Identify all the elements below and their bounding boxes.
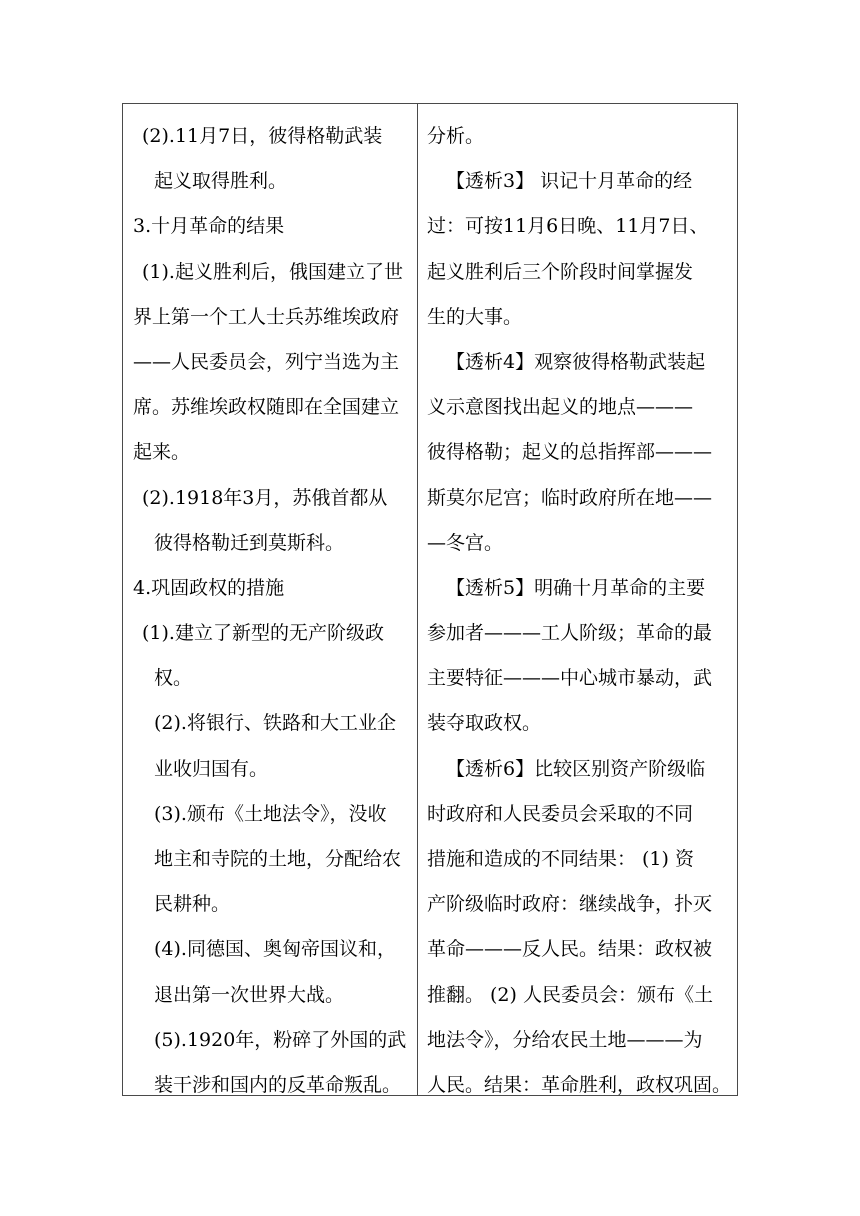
left-line: 装干涉和国内的反革命叛乱。 (154, 1073, 402, 1096)
left-line: (2).1918年3月，苏俄首都从 (142, 486, 388, 509)
right-line: 地法令》，分给农民土地———为 (426, 1028, 703, 1051)
section-heading: 4.巩固政权的措施 (133, 576, 285, 599)
right-line: 分析。 (426, 125, 484, 147)
left-line: 界上第一个工人士兵苏维埃政府 (133, 305, 400, 328)
right-line: 起义胜利后三个阶段时间掌握发 (426, 260, 693, 283)
section-heading: 3.十月革命的结果 (133, 215, 285, 238)
left-line: 席。苏维埃政权随即在全国建立 (133, 396, 400, 419)
left-line: 起义取得胜利。 (154, 170, 288, 193)
right-line: 斯莫尔尼宫；临时政府所在地—— (426, 486, 712, 509)
right-line: 过：可按11月6日晚、11月7日、 (426, 215, 709, 238)
right-line: 时政府和人民委员会采取的不同 (426, 802, 693, 825)
left-column (123, 104, 418, 1095)
left-line: (3).颁布《土地法令》，没收 (154, 802, 387, 825)
left-line: 退出第一次世界大战。 (154, 983, 345, 1006)
analysis-heading: 【透析6】比较区别资产阶级临 (445, 757, 706, 780)
left-line: (2).11月7日，彼得格勒武装 (142, 125, 383, 147)
right-line: —冬宫。 (426, 531, 503, 554)
right-line: 人民。结果：革命胜利，政权巩固。 (426, 1073, 731, 1096)
analysis-heading: 【透析5】明确十月革命的主要 (445, 576, 706, 599)
right-line: 参加者———工人阶级；革命的最 (426, 622, 712, 645)
right-line: 彼得格勒；起义的总指挥部——— (426, 441, 712, 464)
right-line: 生的大事。 (426, 305, 522, 328)
analysis-heading: 【透析4】观察彼得格勒武装起 (445, 350, 706, 373)
right-line: 革命———反人民。结果：政权被 (426, 938, 712, 961)
left-line: 彼得格勒迁到莫斯科。 (154, 531, 345, 554)
right-line: 推翻。 (2) 人民委员会：颁布《土 (426, 983, 713, 1006)
left-line: ——人民委员会，列宁当选为主 (133, 350, 400, 373)
right-line: 产阶级临时政府：继续战争，扑灭 (426, 893, 712, 916)
analysis-heading: 【透析3】 识记十月革命的经 (445, 170, 693, 193)
right-column (418, 104, 737, 1095)
left-line: 业收归国有。 (154, 757, 269, 780)
right-line: 主要特征———中心城市暴动，武 (426, 667, 712, 690)
left-line: 民耕种。 (154, 893, 231, 916)
content-table (122, 103, 738, 1096)
left-line: (2).将银行、铁路和大工业企 (154, 712, 396, 735)
left-line: 权。 (154, 667, 193, 690)
left-line: (1).起义胜利后，俄国建立了世 (142, 260, 403, 283)
left-line: (1).建立了新型的无产阶级政 (142, 622, 384, 645)
left-line: 起来。 (133, 441, 191, 464)
left-line: (5).1920年，粉碎了外国的武 (154, 1028, 407, 1051)
right-line: 义示意图找出起义的地点——— (426, 396, 693, 419)
right-line: 装夺取政权。 (426, 712, 541, 735)
left-line: 地主和寺院的土地，分配给农 (154, 848, 402, 870)
right-line: 措施和造成的不同结果： (1) 资 (426, 848, 694, 870)
left-line: (4).同德国、奥匈帝国议和， (154, 938, 396, 961)
